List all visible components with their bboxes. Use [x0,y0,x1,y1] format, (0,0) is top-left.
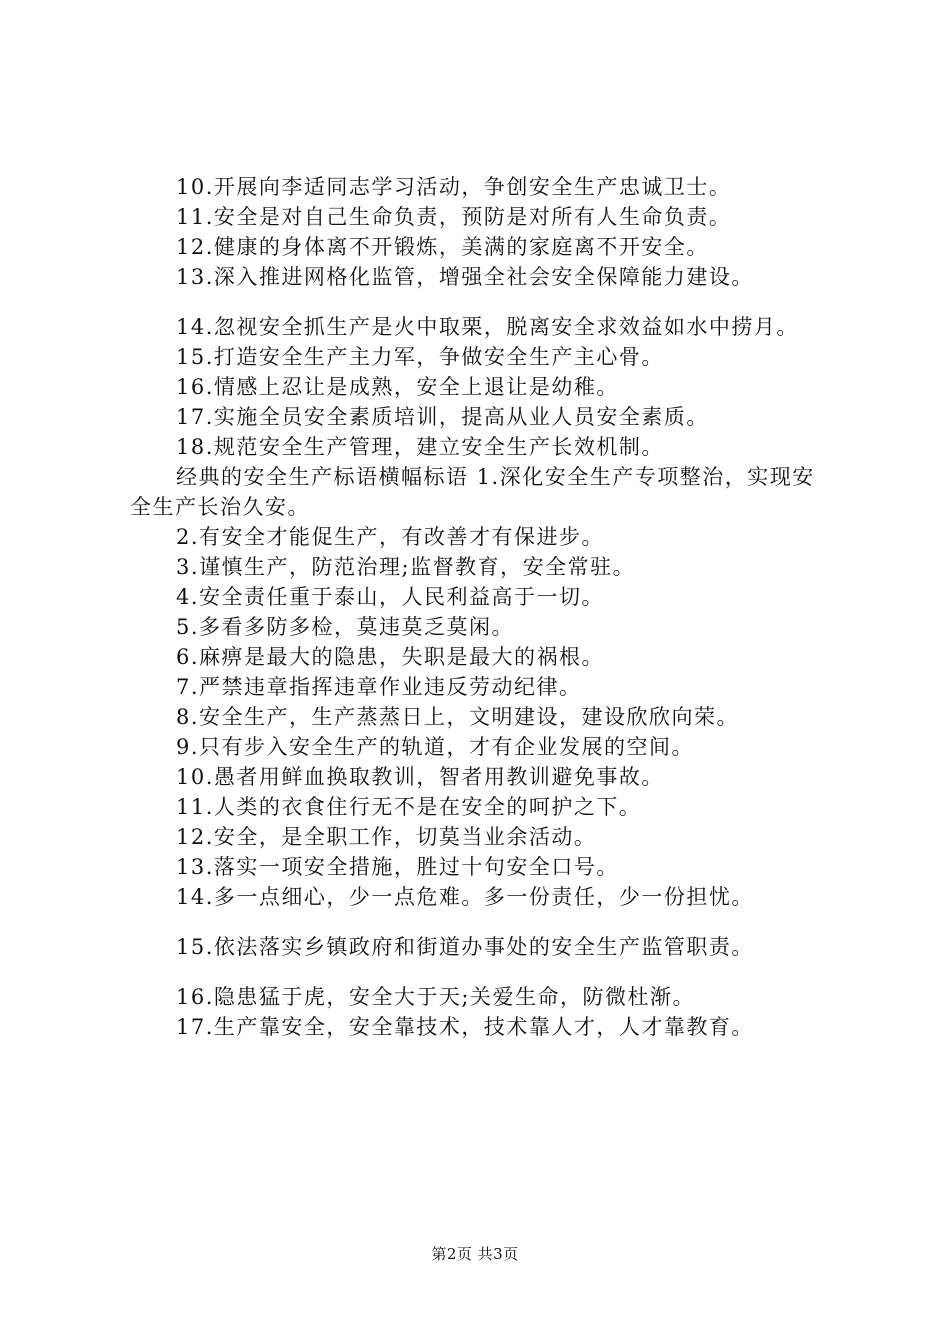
slogan-line: 8.安全生产，生产蒸蒸日上，文明建设，建设欣欣向荣。 [176,705,740,729]
slogan-line: 6.麻痹是最大的隐患，失职是最大的祸根。 [176,645,605,669]
slogan-line: 17.实施全员安全素质培训，提高从业人员安全素质。 [176,405,709,429]
page-footer: 第2页 共3页 [431,1245,519,1263]
slogan-line: 3.谨慎生产，防范治理;监督教育，安全常驻。 [176,555,636,579]
slogan-line: 17.生产靠安全，安全靠技术，技术靠人才，人才靠教育。 [176,1015,754,1039]
slogan-line: 2.有安全才能促生产，有改善才有保进步。 [176,525,605,549]
slogan-line: 14.多一点细心，少一点危难。多一份责任，少一份担忧。 [176,885,754,909]
slogan-line: 10.开展向李适同志学习活动，争创安全生产忠诚卫士。 [176,175,732,199]
slogan-line: 11.人类的衣食住行无不是在安全的呵护之下。 [176,795,642,819]
slogan-line: 15.打造安全生产主力军，争做安全生产主心骨。 [176,345,664,369]
slogan-line: 16.隐患猛于虎，安全大于天;关爱生命，防微杜渐。 [176,985,695,1009]
paragraph-gap [130,962,830,982]
slogan-line: 9.只有步入安全生产的轨道，才有企业发展的空间。 [176,735,695,759]
slogan-line: 10.愚者用鲜血换取教训，智者用教训避免事故。 [176,765,664,789]
document-body [130,172,830,1042]
slogan-line: 7.严禁违章指挥违章作业违反劳动纪律。 [176,675,582,699]
paragraph-gap [130,292,830,312]
slogan-line: 15.依法落实乡镇政府和街道办事处的安全生产监管职责。 [176,935,754,959]
slogan-line: 16.情感上忍让是成熟，安全上退让是幼稚。 [176,375,619,399]
slogan-line: 18.规范安全生产管理，建立安全生产长效机制。 [176,435,664,459]
slogan-line: 13.落实一项安全措施，胜过十句安全口号。 [176,855,619,879]
slogan-line: 12.安全，是全职工作，切莫当业余活动。 [176,825,597,849]
slogan-line: 14.忽视安全抓生产是火中取栗，脱离安全求效益如水中捞月。 [176,315,799,339]
section-heading-line: 经典的安全生产标语横幅标语 1.深化安全生产专项整治，实现安全生产长治久安。 [130,465,815,519]
slogan-line: 12.健康的身体离不开锻炼，美满的家庭离不开安全。 [176,235,709,259]
slogan-line: 13.深入推进网格化监管，增强全社会安全保障能力建设。 [176,265,754,289]
slogan-line: 4.安全责任重于泰山，人民利益高于一切。 [176,585,605,609]
slogan-line: 5.多看多防多检，莫违莫乏莫闲。 [176,615,515,639]
paragraph-gap [130,912,830,932]
slogan-line: 11.安全是对自己生命负责，预防是对所有人生命负责。 [176,205,732,229]
